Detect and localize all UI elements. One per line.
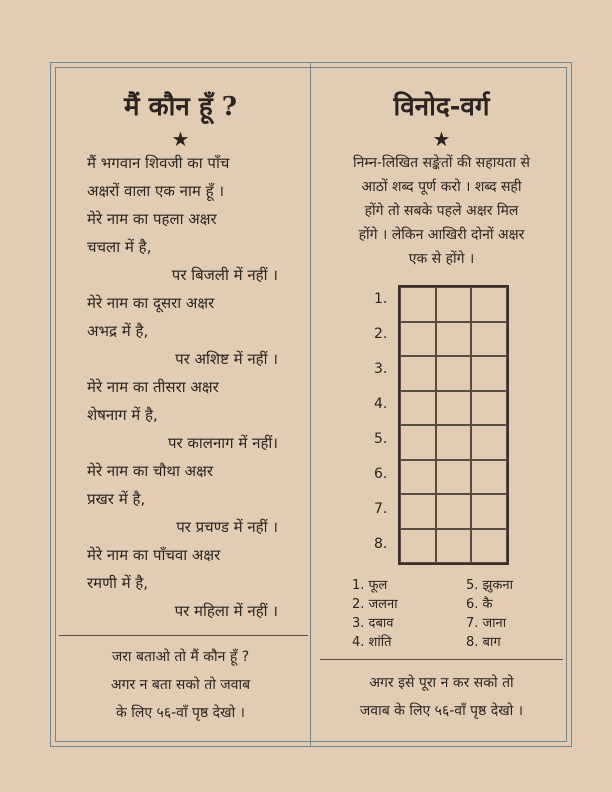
riddle-clue-line: चचला में है, xyxy=(87,238,152,256)
instruction-line: होंगे तो सबके पहले अक्षर मिल xyxy=(364,203,519,219)
riddle-clue-line: अभद्र में है, xyxy=(87,322,149,340)
grid-cell[interactable] xyxy=(436,322,472,357)
riddle-footer xyxy=(71,645,290,725)
grid-cell[interactable] xyxy=(471,494,507,529)
grid-cell[interactable] xyxy=(471,425,507,460)
page-frame xyxy=(50,62,572,747)
riddle-footer-line: जरा बताओ तो मैं कौन हूँ ? xyxy=(111,649,250,665)
grid-row-number: 2. xyxy=(374,326,388,342)
puzzle-star-icon: ★ xyxy=(432,127,451,151)
grid-cell[interactable] xyxy=(400,529,436,564)
grid-row-number: 5. xyxy=(374,431,388,447)
riddle-column xyxy=(51,63,310,746)
grid-row-number: 7. xyxy=(374,501,388,517)
grid-cell[interactable] xyxy=(400,494,436,529)
puzzle-clue: 5. झुकना xyxy=(466,578,513,593)
riddle-footer-line: अगर न बता सको तो जवाब xyxy=(110,677,251,693)
grid-cell[interactable] xyxy=(436,356,472,391)
grid-cell[interactable] xyxy=(436,391,472,426)
puzzle-clue: 4. शांति xyxy=(352,635,392,650)
riddle-intro-line: मैं भगवान शिवजी का पाँच xyxy=(87,154,230,172)
grid-cell[interactable] xyxy=(471,322,507,357)
grid-row-number: 4. xyxy=(374,396,388,412)
grid-cell[interactable] xyxy=(471,460,507,495)
grid-cell[interactable] xyxy=(400,356,436,391)
riddle-title: मैं कौन हूँ ? xyxy=(124,92,237,122)
riddle-footer-rule xyxy=(59,635,308,636)
grid-cell[interactable] xyxy=(400,460,436,495)
puzzle-clue: 3. दबाव xyxy=(352,616,394,631)
riddle-clue-line: मेरे नाम का तीसरा अक्षर xyxy=(87,378,219,396)
puzzle-footer-line: जवाब के लिए ५६-वाँ पृष्ठ देखो । xyxy=(359,703,524,719)
grid-row-number: 1. xyxy=(374,291,388,307)
puzzle-clue: 8. बाग xyxy=(466,635,501,650)
grid-cell[interactable] xyxy=(471,287,507,322)
grid-cell[interactable] xyxy=(471,529,507,564)
riddle-clue-line: प्रखर में है, xyxy=(87,490,146,508)
riddle-clue-line: शेषनाग में है, xyxy=(87,406,158,424)
grid-cell[interactable] xyxy=(436,529,472,564)
riddle-clue-line: मेरे नाम का दूसरा अक्षर xyxy=(87,294,215,312)
instruction-line: होंगे । लेकिन आखिरी दोनों अक्षर xyxy=(358,227,525,243)
puzzle-footer xyxy=(332,671,551,723)
grid-cell[interactable] xyxy=(400,391,436,426)
riddle-clue-line: मेरे नाम का पाँचवा अक्षर xyxy=(87,546,221,564)
grid-cell[interactable] xyxy=(400,322,436,357)
grid-cell[interactable] xyxy=(471,356,507,391)
puzzle-clue: 2. जलना xyxy=(352,597,398,612)
riddle-clue-line: पर महिला में नहीं । xyxy=(174,602,278,620)
puzzle-instructions xyxy=(332,151,551,271)
riddle-clue-line: पर बिजली में नहीं । xyxy=(171,266,278,284)
grid-cell[interactable] xyxy=(471,391,507,426)
riddle-clue-line: पर अशिष्ट में नहीं । xyxy=(175,350,278,368)
puzzle-column xyxy=(312,63,571,746)
puzzle-clue: 6. कै xyxy=(466,597,493,612)
puzzle-footer-rule xyxy=(320,659,563,660)
word-grid xyxy=(398,285,509,565)
grid-row-number: 6. xyxy=(374,466,388,482)
riddle-clue-line: मेरे नाम का चौथा अक्षर xyxy=(87,462,213,480)
grid-cell[interactable] xyxy=(400,287,436,322)
grid-row-number: 8. xyxy=(374,536,388,552)
grid-cell[interactable] xyxy=(436,425,472,460)
instruction-line: निम्न-लिखित सङ्केतों की सहायता से xyxy=(353,155,530,171)
puzzle-clue: 1. फूल xyxy=(352,578,388,593)
grid-row-number: 3. xyxy=(374,361,388,377)
puzzle-footer-line: अगर इसे पूरा न कर सको तो xyxy=(369,675,514,691)
grid-cell[interactable] xyxy=(400,425,436,460)
riddle-clue-line: पर प्रचण्ड में नहीं । xyxy=(176,518,278,536)
riddle-clue-line: पर कालनाग में नहीं। xyxy=(167,434,278,452)
grid-cell[interactable] xyxy=(436,287,472,322)
riddle-clue-line: रमणी में है, xyxy=(87,574,149,592)
puzzle-clue: 7. जाना xyxy=(466,616,507,631)
instruction-line: एक से होंगे । xyxy=(408,251,475,267)
grid-cell[interactable] xyxy=(436,494,472,529)
riddle-intro-line: अक्षरों वाला एक नाम हूँ । xyxy=(87,182,225,200)
instruction-line: आठों शब्द पूर्ण करो । शब्द सही xyxy=(361,179,522,195)
column-divider xyxy=(310,63,311,746)
grid-cell[interactable] xyxy=(436,460,472,495)
riddle-clue-line: मेरे नाम का पहला अक्षर xyxy=(87,210,217,228)
puzzle-title: विनोद-वर्ग xyxy=(393,92,490,122)
riddle-star-icon: ★ xyxy=(171,127,190,151)
riddle-footer-line: के लिए ५६-वाँ पृष्ठ देखो । xyxy=(116,705,245,721)
